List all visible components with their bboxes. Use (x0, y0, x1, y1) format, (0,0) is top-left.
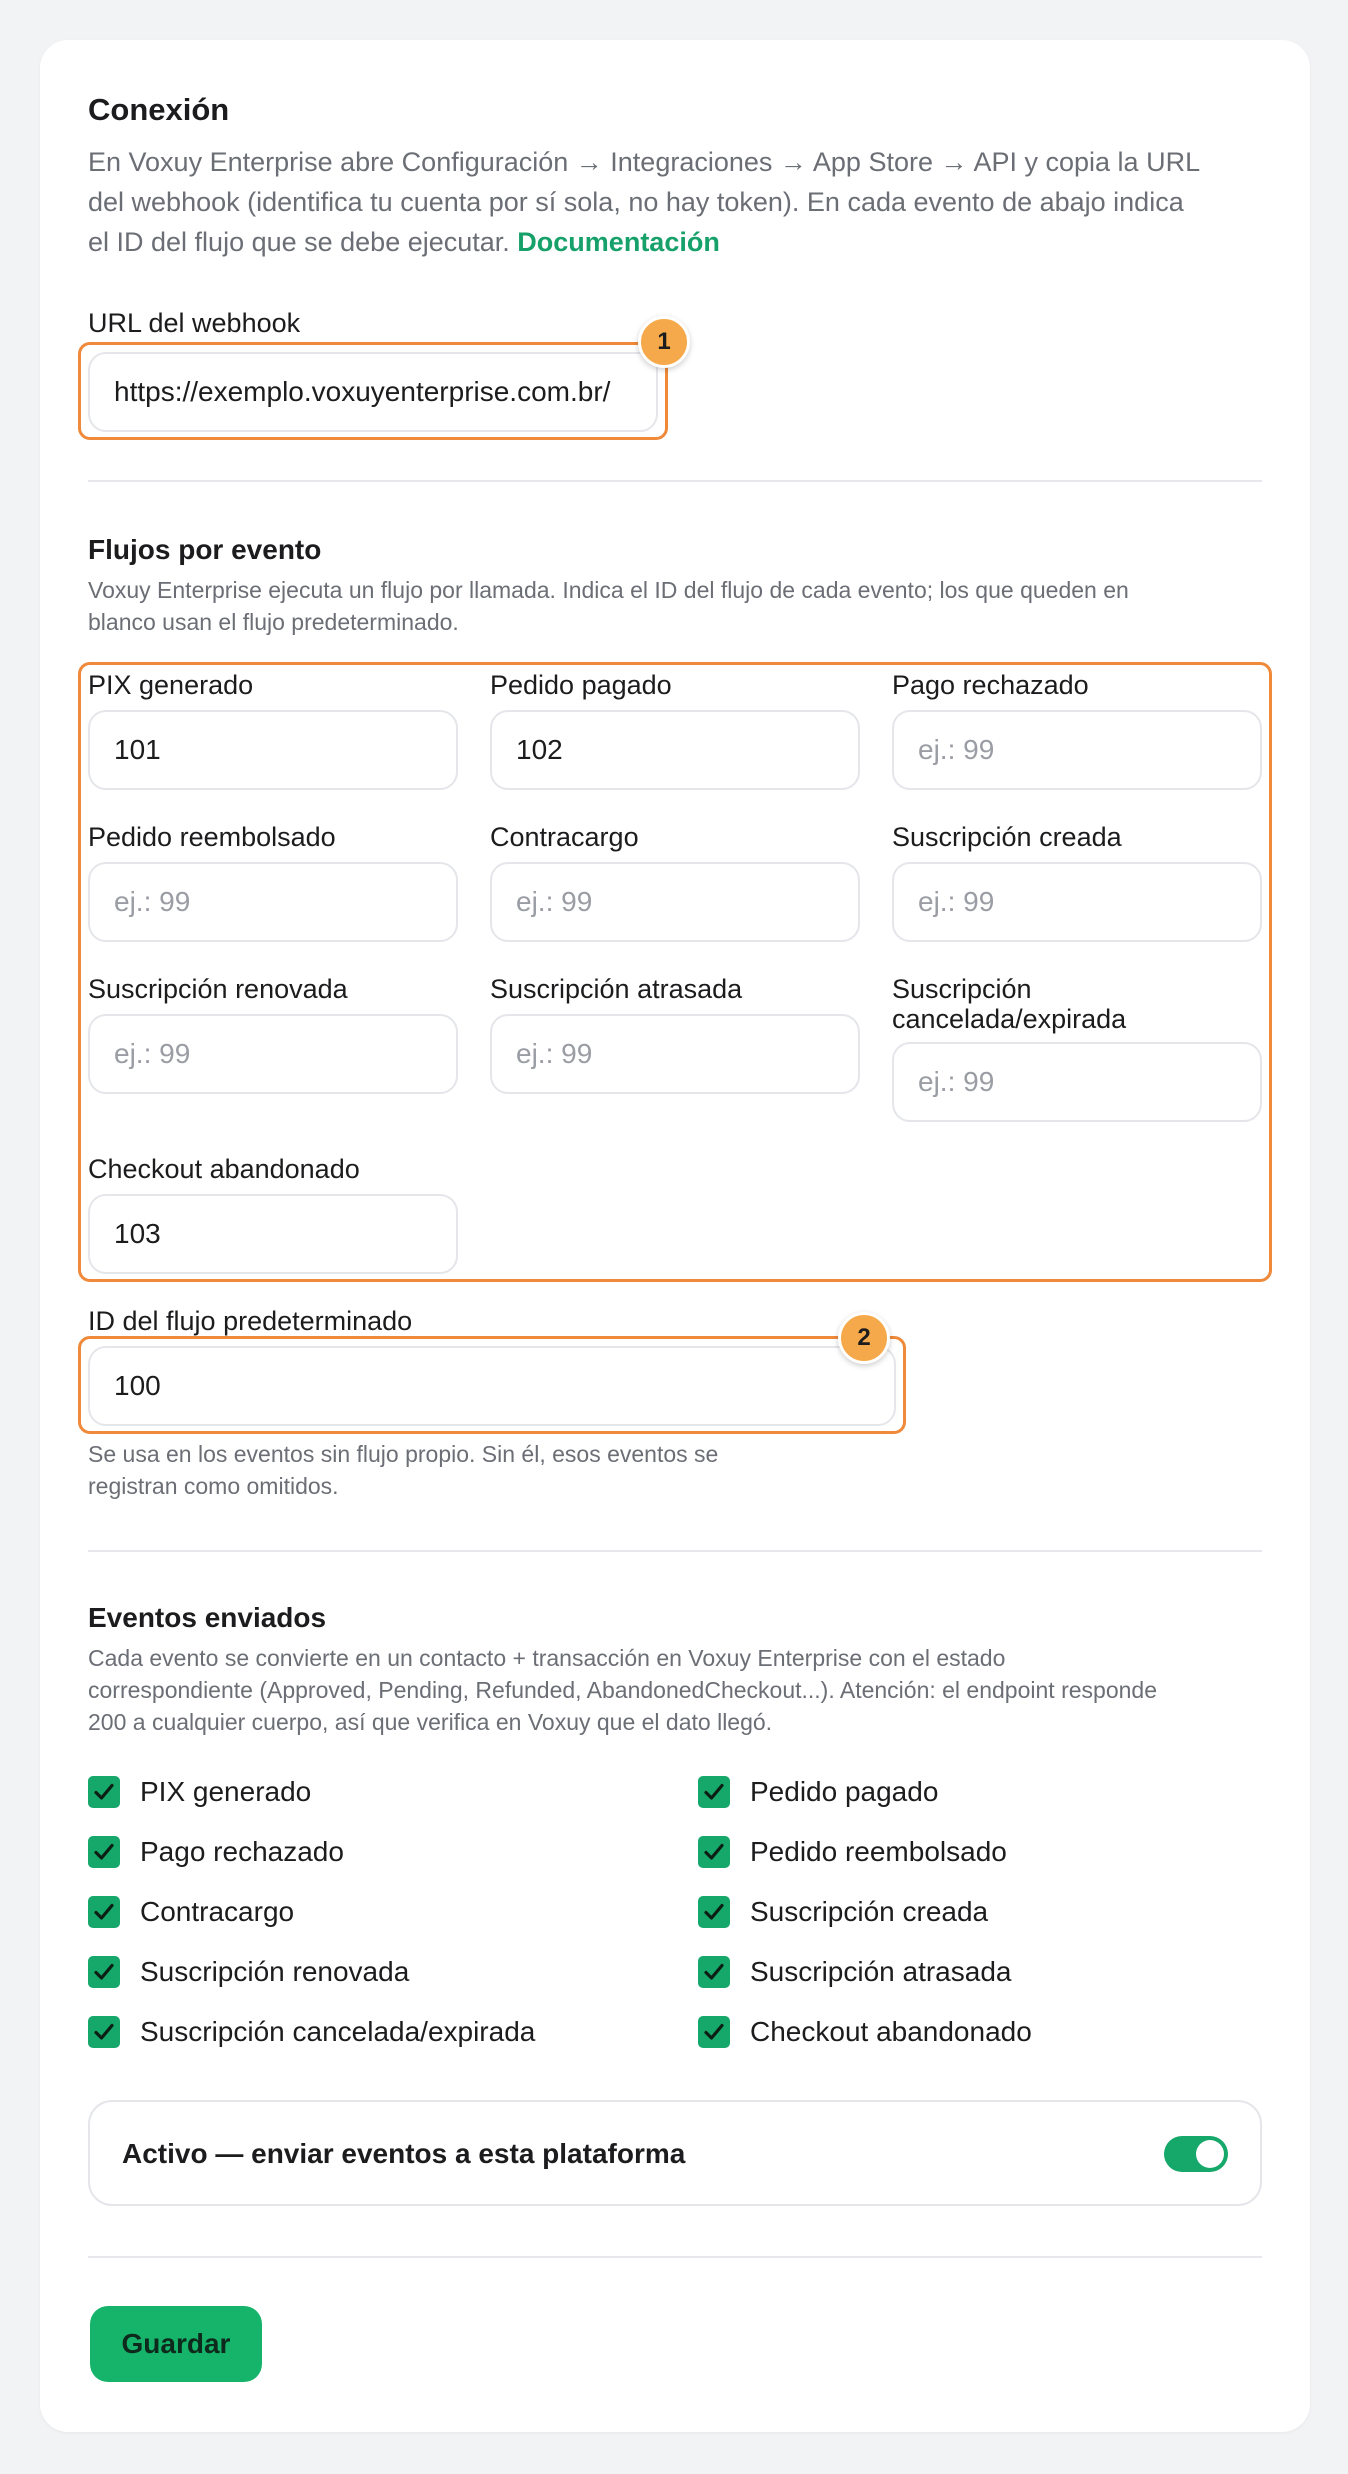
event-checkbox-label: Contracargo (140, 1896, 295, 1927)
checkmark-icon (92, 1960, 116, 1984)
divider (88, 2256, 1262, 2258)
active-toggle-label: Activo — enviar eventos a esta plataforma (122, 2138, 686, 2169)
event-checkbox-row[interactable] (698, 1954, 1011, 1990)
active-toggle-switch[interactable] (1164, 2136, 1228, 2172)
flow-input-subscription-renewed[interactable]: ej.: 99 (88, 1014, 458, 1094)
event-checkbox-row[interactable] (698, 1774, 938, 1810)
event-checkbox-label: Suscripción creada (750, 1896, 989, 1927)
settings-card (40, 40, 1310, 2432)
save-button[interactable]: Guardar (90, 2306, 262, 2382)
annotation-badge-1: 1 (638, 316, 690, 368)
field-label-pix-generated: PIX generado (88, 670, 254, 700)
flow-input-chargeback[interactable]: ej.: 99 (490, 862, 860, 942)
checkbox[interactable] (88, 1896, 120, 1928)
checkmark-icon (702, 1840, 726, 1864)
default-flow-help: Se usa en los eventos sin flujo propio. Sin él, esos eventos se registran como omitidos. (88, 1441, 719, 1499)
event-checkbox-label: Suscripción renovada (140, 1956, 410, 1987)
event-checkbox-row[interactable] (88, 1894, 294, 1930)
checkbox[interactable] (698, 1896, 730, 1928)
divider (88, 1550, 1262, 1552)
checkmark-icon (92, 1840, 116, 1864)
checkbox[interactable] (88, 1956, 120, 1988)
field-label-chargeback: Contracargo (490, 822, 639, 852)
event-checkbox-row[interactable] (88, 1834, 344, 1870)
checkmark-icon (702, 1960, 726, 1984)
checkmark-icon (702, 1780, 726, 1804)
flow-input-order-paid[interactable]: 102 (490, 710, 860, 790)
divider (88, 480, 1262, 482)
checkmark-icon (92, 2020, 116, 2044)
flow-input-subscription-created[interactable]: ej.: 99 (892, 862, 1262, 942)
documentation-link[interactable]: Documentación (517, 227, 720, 257)
field-label-order-paid: Pedido pagado (490, 670, 672, 700)
default-flow-label: ID del flujo predeterminado (88, 1306, 413, 1336)
webhook-url-label: URL del webhook (88, 308, 301, 338)
checkbox[interactable] (88, 2016, 120, 2048)
annotation-badge-2: 2 (838, 1312, 890, 1364)
event-checkbox-label: Pago rechazado (140, 1836, 344, 1867)
connection-title: Conexión (88, 92, 230, 127)
checkbox[interactable] (698, 2016, 730, 2048)
flows-title: Flujos por evento (88, 534, 322, 565)
event-checkbox-label: Checkout abandonado (750, 2016, 1032, 2047)
field-label-payment-rejected: Pago rechazado (892, 670, 1089, 700)
event-checkbox-row[interactable] (88, 1954, 409, 1990)
flows-description: Voxuy Enterprise ejecuta un flujo por llamada. Indica el ID del flujo de cada evento; los que queden en blanco usan el flujo predeterminado. (88, 577, 1129, 635)
events-description: Cada evento se convierte en un contacto + transacción en Voxuy Enterprise con el estado correspondiente (Approved, Pending, Refunded, AbandonedCheckout...). Atención: el endpoint responde 200 a cualquier cuerpo, así que verifica en Voxuy que el dato llegó. (88, 1645, 1157, 1735)
active-toggle-row[interactable] (88, 2100, 1262, 2206)
connection-description: En Voxuy Enterprise abre Configuración → Integraciones → App Store → API y copia la URL del webhook (identifica tu cuenta por sí sola, no hay token). En cada evento de abajo indica el ID del flujo que se debe ejecutar. Documentación (88, 147, 1201, 257)
flow-input-order-refunded[interactable]: ej.: 99 (88, 862, 458, 942)
checkbox[interactable] (698, 1956, 730, 1988)
event-checkbox-row[interactable] (698, 1894, 988, 1930)
toggle-knob (1196, 2140, 1224, 2168)
field-label-subscription-created: Suscripción creada (892, 822, 1122, 852)
event-checkbox-row[interactable] (88, 1774, 311, 1810)
flow-input-subscription-cancelled[interactable]: ej.: 99 (892, 1042, 1262, 1122)
webhook-url-input[interactable]: https://exemplo.voxuyenterprise.com.br/ (88, 352, 658, 432)
checkbox[interactable] (88, 1836, 120, 1868)
field-label-subscription-overdue: Suscripción atrasada (490, 974, 743, 1004)
checkmark-icon (702, 1900, 726, 1924)
events-title: Eventos enviados (88, 1602, 327, 1633)
event-checkbox-row[interactable] (698, 1834, 1007, 1870)
checkbox[interactable] (698, 1836, 730, 1868)
checkbox[interactable] (698, 1776, 730, 1808)
checkmark-icon (92, 1780, 116, 1804)
event-checkbox-label: Pedido pagado (750, 1776, 939, 1807)
flow-input-subscription-overdue[interactable]: ej.: 99 (490, 1014, 860, 1094)
event-checkbox-label: Suscripción atrasada (750, 1956, 1012, 1987)
event-checkbox-row[interactable] (698, 2014, 1032, 2050)
field-label-order-refunded: Pedido reembolsado (88, 822, 336, 852)
checkmark-icon (702, 2020, 726, 2044)
flow-input-payment-rejected[interactable]: ej.: 99 (892, 710, 1262, 790)
event-checkbox-row[interactable] (88, 2014, 535, 2050)
flow-input-pix-generated[interactable]: 101 (88, 710, 458, 790)
default-flow-input[interactable]: 100 (88, 1346, 896, 1426)
field-label-subscription-cancelled: Suscripción cancelada/expirada (892, 974, 1127, 1034)
event-checkbox-label: Pedido reembolsado (750, 1836, 1007, 1867)
field-label-checkout-abandoned: Checkout abandonado (88, 1154, 360, 1184)
event-checkbox-label: PIX generado (140, 1776, 312, 1807)
event-checkbox-label: Suscripción cancelada/expirada (140, 2016, 536, 2047)
checkmark-icon (92, 1900, 116, 1924)
checkbox[interactable] (88, 1776, 120, 1808)
flow-input-checkout-abandoned[interactable]: 103 (88, 1194, 458, 1274)
field-label-subscription-renewed: Suscripción renovada (88, 974, 348, 1004)
